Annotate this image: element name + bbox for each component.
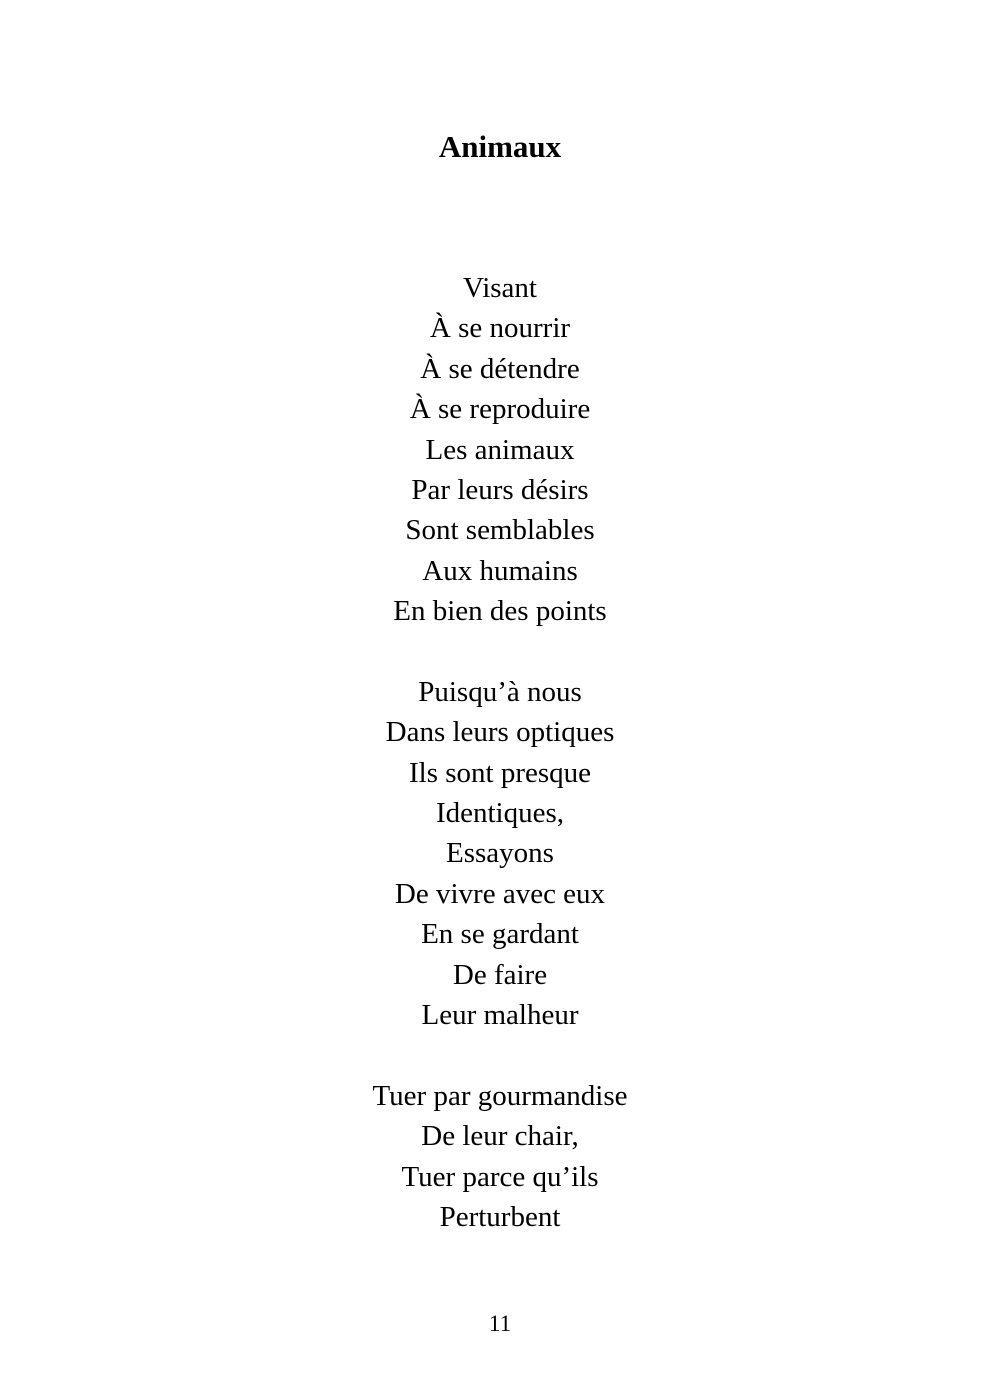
stanza-3 (0, 1076, 1000, 1238)
poem-line: Essayons (446, 837, 554, 870)
poem-line: Sont semblables (405, 514, 595, 547)
poem-line: Identiques, (435, 797, 565, 830)
poem-line: En se gardant (421, 918, 579, 951)
stanza-1 (0, 268, 1000, 632)
poem-line: À se nourrir (429, 312, 571, 345)
poem-line: Dans leurs optiques (385, 716, 615, 749)
poem-line: En bien des points (393, 595, 607, 628)
poem-line: Perturbent (439, 1200, 561, 1233)
poem-body (0, 268, 1000, 1278)
poem-line: Tuer par gourmandise (372, 1079, 628, 1112)
stanza-2 (0, 672, 1000, 1036)
poem-line: Visant (463, 272, 537, 304)
poem-line: Ils sont presque (408, 756, 592, 789)
poem-line: À se détendre (420, 352, 580, 385)
poem-line: Leur malheur (421, 999, 579, 1032)
poem-line: Tuer parce qu’ils (401, 1160, 599, 1193)
poem-line: De faire (452, 958, 548, 991)
poem-line: Puisqu’à nous (418, 675, 582, 708)
poem-line: De leur chair, (421, 1120, 579, 1153)
poem-line: À se reproduire (409, 393, 591, 426)
poem-line: Par leurs désirs (411, 473, 589, 506)
poem-title: Animaux (438, 129, 562, 164)
poem-line: De vivre avec eux (394, 877, 606, 910)
poem-line: Les animaux (425, 433, 575, 466)
page-number: 11 (488, 1311, 512, 1336)
poem-line: Aux humains (422, 554, 578, 587)
